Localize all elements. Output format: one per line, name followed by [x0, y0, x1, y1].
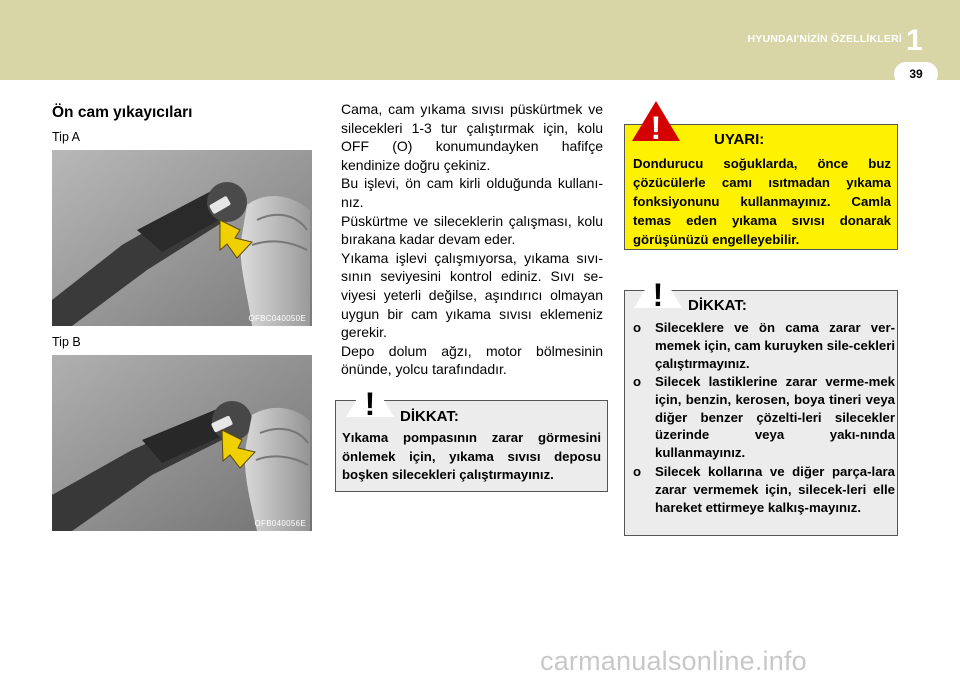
body-paragraph: Bu işlevi, ön cam kirli olduğunda kullanı-nız. — [341, 175, 603, 210]
warning-title: UYARI: — [714, 131, 765, 148]
wiper-stalk-illustration-a — [52, 150, 312, 326]
svg-text:!: ! — [364, 386, 376, 419]
svg-text:!: ! — [652, 277, 664, 310]
svg-text:!: ! — [650, 110, 662, 143]
caution-title: DİKKAT: — [400, 408, 459, 425]
caution-item-text: Silecek kollarına ve diğer parça-lara zarar vermemek için, silecek-leri elle hareket ettirmeye kalkış-mayınız. — [655, 464, 895, 515]
caution-box-wipers — [624, 290, 898, 536]
chapter-title: HYUNDAI'NİZİN ÖZELLİKLERİ — [747, 33, 902, 45]
body-paragraph: Cama, cam yıkama sıvısı püskürtmek ve silecekleri 1-3 tur çalıştırmak için, kolu OFF (O) konumundayken hafifçe kendinize doğru çekiniz. — [341, 101, 603, 173]
section-heading: Ön cam yıkayıcıları — [52, 104, 193, 121]
exclamation-triangle-icon — [632, 266, 684, 310]
figure-code-tip-a: OFBC040050E — [248, 314, 306, 323]
figure-photo-tip-b — [52, 355, 312, 531]
list-bullet: o — [633, 464, 642, 479]
figure-photo-tip-a — [52, 150, 312, 326]
caution-text: Yıkama pompasının zarar görmesini önlemek için, yıkama sıvısı deposu boşken silecekleri çalıştırmayınız. — [342, 430, 601, 482]
body-paragraph: Püskürtme ve sileceklerin çalışması, kolu bırakana kadar devam eder. — [341, 212, 603, 248]
caution-item-text: Silecek lastiklerine zarar verme-mek için, benzin, kerosen, boya tineri veya diğer benzer çözelti-leri silecekler üzerinde veya yakı-nında kullanmayınız. — [655, 374, 895, 461]
figure-code-tip-b: OFB040056E — [254, 519, 306, 528]
warning-text: Dondurucu soğuklarda, önce buz çözücülerle camı ısıtmadan yıkama fonksiyonunu kullanmayınız. Camla temas eden yıkama sıvısı donarak görüşünüzü engelleyebilir. — [633, 156, 891, 247]
chapter-number: 1 — [906, 24, 923, 57]
exclamation-triangle-icon — [630, 99, 682, 143]
list-bullet: o — [633, 320, 642, 335]
list-bullet: o — [633, 374, 642, 389]
caution-item-text: Sileceklere ve ön cama zarar ver-memek için, cam kuruyken sile-cekleri çalıştırmayınız. — [655, 320, 895, 371]
body-paragraph: Yıkama işlevi çalışmıyorsa, yıkama sıvı-sının seviyesini kontrol ediniz. Sıvı se-viyesi yeterli değilse, aşındırıcı olmayan uygun bir cam yıkama sıvısı eklemeniz gerekir. — [341, 249, 603, 341]
caution-list-item — [633, 463, 895, 516]
watermark: carmanualsonline.info — [540, 646, 807, 676]
caution-list-item — [633, 319, 895, 372]
wiper-stalk-illustration-b — [52, 355, 312, 531]
page-number: 39 — [894, 62, 938, 86]
exclamation-triangle-icon — [344, 375, 396, 419]
body-text — [341, 100, 603, 379]
figure-label-tip-a: Tip A — [52, 130, 81, 144]
caution-list-item — [633, 373, 895, 462]
figure-label-tip-b: Tip B — [52, 335, 81, 349]
caution-title: DİKKAT: — [688, 297, 747, 314]
body-paragraph: Depo dolum ağzı, motor bölmesinin önünde, yolcu tarafındadır. — [341, 342, 603, 378]
